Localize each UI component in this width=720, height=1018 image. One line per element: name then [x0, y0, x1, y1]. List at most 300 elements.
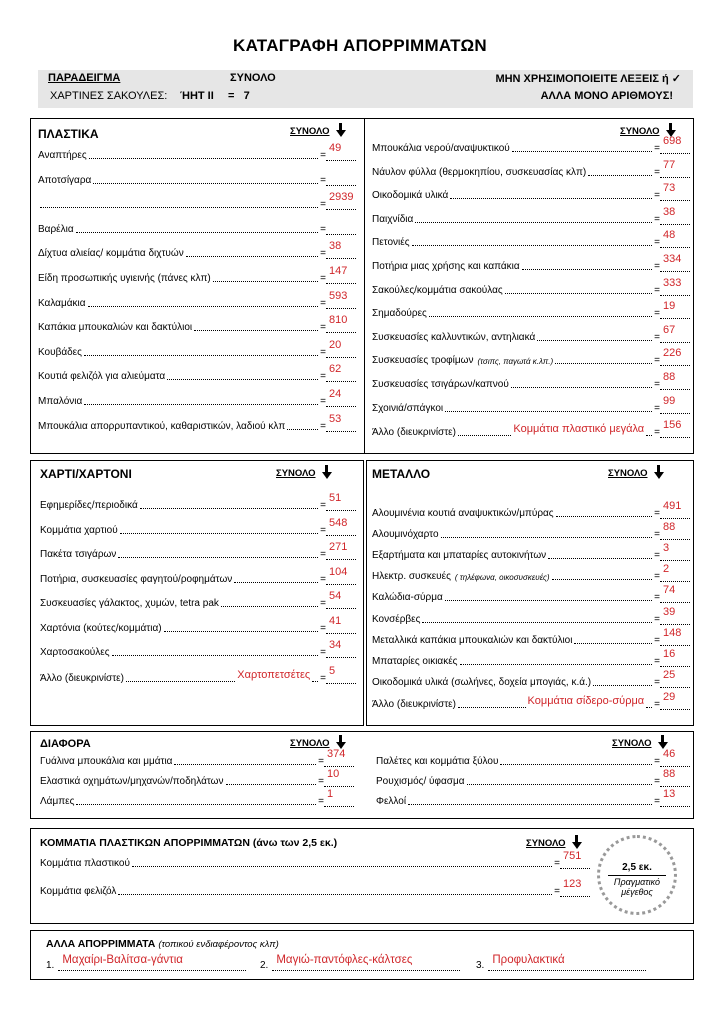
equals-sign: =	[654, 402, 660, 414]
total-value: 16	[663, 647, 676, 660]
equals-sign: =	[320, 672, 326, 684]
equals-sign: =	[654, 143, 660, 154]
total-field[interactable]	[660, 182, 690, 201]
item-row	[372, 605, 690, 625]
total-field[interactable]	[660, 371, 690, 390]
item-label: Ηλεκτρ. συσκευές	[372, 571, 451, 583]
equals-sign: =	[318, 796, 324, 807]
total-value: 13	[663, 788, 676, 800]
total-value: 123	[563, 878, 582, 890]
dotted-leader	[511, 387, 652, 388]
paper-header: ΧΑΡΤΙ/ΧΑΡΤΟΝΙ	[40, 467, 132, 481]
total-value: 1	[327, 788, 334, 800]
item-row	[40, 788, 354, 807]
item-row	[372, 276, 690, 296]
item-note: ( τηλέφωνα, οικοσυσκευές)	[454, 573, 550, 583]
item-label: Εξαρτήματα και μπαταρίες αυτοκινήτων	[372, 550, 547, 562]
dotted-leader	[467, 784, 653, 785]
total-field[interactable]	[560, 850, 590, 869]
dotted-leader	[226, 784, 317, 785]
other-item-row	[46, 954, 246, 971]
other-item-number: 2.	[260, 960, 269, 971]
metal-header: ΜΕΤΑΛΛΟ	[372, 467, 431, 481]
other-item-row	[260, 954, 460, 971]
total-field[interactable]	[326, 614, 356, 634]
item-label: Φελλοί	[376, 796, 407, 807]
item-row	[38, 289, 356, 309]
equals-sign: =	[318, 756, 324, 767]
item-row	[40, 878, 590, 897]
total-field[interactable]	[660, 205, 690, 225]
equals-sign: =	[654, 308, 660, 320]
total-value: 77	[663, 158, 676, 171]
item-row	[40, 614, 356, 634]
item-label: Πακέτα τσιγάρων	[40, 549, 117, 560]
equals-sign: =	[654, 756, 660, 767]
other-item-value: Προφυλακτικά	[492, 954, 565, 966]
equals-sign: =	[320, 573, 326, 585]
total-field[interactable]	[326, 142, 356, 161]
total-field[interactable]	[660, 276, 690, 296]
item-label: Ποτήρια, συσκευασίες φαγητού/ροφημάτων	[40, 573, 233, 585]
dotted-leader	[445, 600, 652, 601]
item-row	[376, 788, 690, 807]
equals-sign: =	[654, 166, 660, 178]
total-field[interactable]	[660, 229, 690, 248]
equals-sign: =	[320, 223, 326, 235]
total-field[interactable]	[326, 175, 356, 186]
total-label: ΣΥΝΟΛΟ	[612, 738, 652, 749]
item-row	[38, 314, 356, 334]
total-value: 548	[329, 516, 348, 529]
total-field[interactable]	[326, 639, 356, 658]
dotted-leader	[458, 435, 511, 436]
total-value: 698	[663, 135, 682, 147]
total-field[interactable]	[324, 748, 354, 767]
item-label: Σχοινιά/σπάγκοι	[372, 402, 444, 414]
other-item-number: 1.	[46, 960, 55, 971]
total-value: 88	[663, 521, 676, 534]
equals-sign: =	[654, 776, 660, 787]
item-row	[372, 323, 690, 343]
total-field[interactable]	[326, 265, 356, 284]
total-value: 48	[663, 229, 676, 242]
item-label: Οικοδομικά υλικά (σωλήνες, δοχεία μπογιάς, κ.ά.)	[372, 676, 592, 688]
item-label: Ποτήρια μιας χρήσης και καπάκια	[372, 261, 520, 272]
total-value: 2939	[329, 191, 354, 204]
total-field[interactable]	[326, 224, 356, 235]
item-label: Χαρτόνια (κούτες/κομμάτια)	[40, 622, 162, 634]
total-field[interactable]	[660, 605, 690, 625]
plastics-header: ΠΛΑΣΤΙΚΑ	[38, 127, 99, 141]
total-value: 334	[663, 253, 682, 265]
total-field[interactable]	[660, 521, 690, 540]
equals-sign: =	[554, 886, 560, 897]
item-row	[372, 668, 690, 688]
circle-size: 2,5 εκ.	[622, 862, 652, 873]
item-row	[38, 175, 356, 186]
total-field[interactable]	[660, 647, 690, 667]
item-row	[40, 748, 354, 767]
circle-caption-1: Πραγματικό	[613, 877, 661, 887]
total-value: 41	[329, 614, 342, 627]
item-row	[38, 363, 356, 383]
total-field[interactable]	[326, 240, 356, 259]
dotted-leader	[574, 643, 652, 644]
example-tally: ΉΗΤ ΙΙ	[180, 90, 214, 102]
other-specify-value[interactable]: Χαρτοπετσέτες	[237, 668, 311, 681]
total-field[interactable]	[660, 347, 690, 366]
total-field[interactable]	[326, 412, 356, 432]
equals-sign: =	[320, 396, 326, 407]
total-field[interactable]	[326, 664, 356, 684]
total-field[interactable]	[326, 289, 356, 309]
item-label: Παιχνίδια	[372, 213, 414, 225]
dotted-leader	[84, 404, 318, 405]
item-row	[372, 205, 690, 225]
equals-sign: =	[654, 508, 660, 519]
dotted-leader	[408, 804, 652, 805]
example-box	[38, 70, 693, 108]
total-value: 38	[663, 205, 676, 218]
total-field[interactable]	[660, 135, 690, 154]
warning-line-1: ΜΗΝ ΧΡΗΣΙΜΟΠΟΙΕΙΤΕ ΛΕΞΕΙΣ ή ✓	[495, 73, 681, 85]
item-row	[38, 224, 356, 235]
plastics-left-total-header	[290, 126, 346, 137]
total-field[interactable]	[660, 788, 690, 807]
item-row	[372, 584, 690, 604]
pieces-total-header	[526, 838, 582, 849]
item-row	[372, 563, 690, 583]
pieces-header: ΚΟΜΜΑΤΙΑ ΠΛΑΣΤΙΚΩΝ ΑΠΟΡΡΙΜΜΑΤΩΝ (άνω των 2,5 εκ.)	[40, 837, 338, 849]
total-value: 226	[663, 347, 682, 360]
equals-sign: =	[654, 592, 660, 604]
item-label: Μπουκάλια νερού/αναψυκτικού	[372, 143, 510, 154]
item-label: Πετονιές	[372, 237, 410, 249]
item-label: Μπαλόνια	[38, 396, 83, 407]
item-row	[372, 500, 690, 519]
other-item-row	[476, 954, 646, 971]
item-row	[372, 394, 690, 414]
equals-sign: =	[654, 796, 660, 807]
equals-sign: =	[654, 427, 660, 439]
total-value: 38	[329, 240, 342, 253]
item-row	[372, 647, 690, 667]
total-field[interactable]	[324, 788, 354, 807]
equals-sign: =	[654, 613, 660, 625]
item-row	[372, 253, 690, 272]
item-row	[372, 135, 690, 154]
item-label: Καπάκια μπουκαλιών και δακτύλιοι	[38, 322, 193, 334]
equals-sign: =	[320, 322, 326, 334]
total-field[interactable]	[660, 419, 690, 438]
item-row	[40, 850, 590, 869]
item-label: Εφημερίδες/περιοδικά	[40, 500, 138, 511]
item-label: Συσκευασίες καλλυντικών, αντηλιακά	[372, 331, 536, 343]
item-note: (τσιπς, παγωτά κ.λπ.)	[477, 357, 554, 367]
item-label: Οικοδομικά υλικά	[372, 190, 449, 202]
warning-line-2: ΑΛΛΑ ΜΟΝΟ ΑΡΙΘΜΟΥΣ!	[540, 90, 673, 102]
dotted-leader	[118, 557, 318, 558]
item-row	[372, 229, 690, 249]
item-label: Αλουμινόχαρτο	[372, 529, 439, 541]
item-row	[40, 664, 356, 684]
total-value: 10	[327, 768, 340, 780]
total-field[interactable]	[660, 323, 690, 343]
example-bags-label: ΧΑΡΤΙΝΕΣ ΣΑΚΟΥΛΕΣ:	[50, 90, 168, 102]
dotted-leader	[40, 207, 318, 208]
dotted-leader	[505, 293, 652, 294]
total-value: 67	[663, 323, 676, 336]
item-label: Καλώδια-σύρμα	[372, 592, 443, 604]
other-specify-value[interactable]: Κομμάτια σίδερο-σύρμα	[527, 694, 645, 707]
dotted-leader	[120, 533, 319, 534]
total-field[interactable]	[660, 563, 690, 582]
other-item-value: Μαχαίρι-Βαλίτσα-γάντια	[62, 954, 183, 966]
total-value: 46	[663, 748, 676, 760]
example-label: ΠΑΡΑΔΕΙΓΜΑ	[48, 72, 121, 84]
item-row	[40, 516, 356, 536]
item-row	[372, 371, 690, 390]
dotted-leader	[126, 681, 235, 682]
total-value: 751	[563, 850, 582, 862]
total-value: 104	[329, 565, 348, 578]
dotted-leader	[537, 340, 652, 341]
equals-sign: =	[654, 529, 660, 541]
equals-sign: =	[320, 199, 326, 211]
dotted-leader	[234, 582, 318, 583]
misc-header: ΔΙΑΦΟΡΑ	[40, 738, 91, 750]
total-value: 49	[329, 142, 342, 154]
item-label: Μπουκάλια απορρυπαντικού, καθαριστικών, λαδιού κλπ	[38, 420, 286, 432]
total-value: 5	[329, 664, 336, 677]
dotted-leader	[555, 363, 652, 364]
dotted-leader	[84, 355, 318, 356]
item-row	[372, 419, 690, 439]
item-label: Ρουχισμός/ ύφασμα	[376, 776, 465, 787]
item-label: Παλέτες και κομμάτια ξύλου	[376, 756, 499, 767]
equals-sign: =	[654, 676, 660, 688]
total-field[interactable]	[660, 500, 690, 519]
total-field[interactable]	[560, 878, 590, 897]
equals-sign: =	[320, 622, 326, 634]
total-field[interactable]	[326, 541, 356, 560]
total-field[interactable]	[326, 565, 356, 585]
dotted-leader	[552, 579, 653, 580]
item-row	[372, 347, 690, 367]
total-field[interactable]	[326, 314, 356, 333]
item-label: Κομμάτια φελιζόλ	[40, 886, 117, 897]
item-label: Γυάλινα μπουκάλια και μμάτια	[40, 756, 173, 767]
total-field[interactable]	[326, 388, 356, 407]
total-value: 25	[663, 668, 676, 681]
item-label: Χαρτοσακούλες	[40, 647, 110, 658]
total-field[interactable]	[326, 363, 356, 382]
item-label: Κομμάτια πλαστικού	[40, 858, 130, 869]
item-row	[40, 590, 356, 609]
total-value: 491	[663, 500, 682, 512]
total-field[interactable]	[660, 300, 690, 319]
total-field[interactable]	[660, 394, 690, 414]
item-row	[40, 492, 356, 511]
total-value: 62	[329, 363, 342, 376]
item-row	[372, 300, 690, 320]
item-row	[40, 565, 356, 585]
item-label: Σακούλες/κομμάτια σακούλας	[372, 284, 503, 296]
other-item-field[interactable]	[272, 954, 460, 971]
item-label: Δίχτυα αλιείας/ κομμάτια διχτυών	[38, 248, 184, 260]
item-label: Συσκευασίες γάλακτος, χυμών, tetra pak	[40, 598, 219, 609]
equals-sign: =	[654, 634, 660, 646]
total-value: 374	[327, 748, 346, 760]
total-value: 54	[329, 590, 342, 602]
dotted-leader	[118, 894, 552, 895]
other-specify-value[interactable]: Κομμάτια πλαστικό μεγάλα	[513, 423, 645, 436]
example-result: = 7	[228, 90, 250, 102]
total-field[interactable]	[326, 590, 356, 609]
total-label: ΣΥΝΟΛΟ	[608, 468, 648, 479]
dotted-leader	[132, 866, 552, 867]
total-field[interactable]	[326, 191, 356, 210]
equals-sign: =	[320, 420, 326, 432]
equals-sign: =	[320, 371, 326, 383]
item-row	[372, 521, 690, 541]
item-label: Άλλο (διευκρινίστε)	[372, 427, 456, 439]
dotted-leader	[221, 606, 318, 607]
total-label: ΣΥΝΟΛΟ	[526, 838, 566, 849]
total-value: 24	[329, 388, 342, 400]
page-title: ΚΑΤΑΓΡΑΦΗ ΑΠΟΡΡΙΜΜΑΤΩΝ	[233, 36, 487, 55]
item-label: Άλλο (διευκρινίστε)	[372, 698, 456, 710]
dotted-leader	[429, 316, 652, 317]
item-row	[372, 158, 690, 178]
misc-right-total-header	[612, 738, 668, 749]
total-field[interactable]	[660, 768, 690, 787]
dotted-leader	[88, 306, 319, 307]
equals-sign: =	[654, 550, 660, 562]
equals-sign: =	[320, 500, 326, 511]
total-field[interactable]	[324, 768, 354, 787]
other-item-value: Μαγιώ-παντόφλες-κάλτσες	[276, 954, 413, 966]
total-value: 19	[663, 300, 676, 313]
item-row	[38, 142, 356, 161]
dotted-leader	[412, 245, 653, 246]
item-label: Αποτσίγαρα	[38, 174, 92, 186]
dotted-leader	[458, 707, 526, 708]
equals-sign: =	[654, 213, 660, 225]
total-field[interactable]	[326, 492, 356, 511]
total-value: 74	[663, 584, 676, 597]
item-row	[40, 541, 356, 560]
total-field[interactable]	[660, 690, 690, 710]
equals-sign: =	[654, 355, 660, 367]
dotted-leader	[76, 804, 316, 805]
equals-sign: =	[654, 331, 660, 343]
item-label: Μεταλλικά καπάκια μπουκαλιών και δακτύλιοι	[372, 634, 573, 646]
total-value: 73	[663, 182, 676, 195]
item-row	[38, 338, 356, 358]
other-header-note: (τοπικού ενδιαφέροντος κλπ)	[158, 939, 279, 950]
total-value: 88	[663, 371, 676, 383]
dotted-leader	[646, 435, 652, 436]
total-field[interactable]	[660, 748, 690, 767]
total-value: 810	[329, 314, 348, 327]
total-field[interactable]	[326, 338, 356, 358]
total-value: 148	[663, 626, 682, 639]
other-item-field[interactable]	[58, 954, 246, 971]
total-field[interactable]	[326, 516, 356, 536]
dotted-leader	[194, 330, 318, 331]
item-label: Αναπτήρες	[38, 150, 87, 161]
item-row	[38, 265, 356, 284]
total-value: 51	[329, 492, 342, 504]
dotted-leader	[445, 411, 652, 412]
total-field[interactable]	[660, 626, 690, 646]
equals-sign: =	[320, 174, 326, 186]
item-row	[40, 639, 356, 658]
dotted-leader	[646, 707, 652, 708]
other-item-field[interactable]	[488, 954, 646, 971]
total-value: 333	[663, 276, 682, 289]
item-row	[376, 748, 690, 767]
total-value: 593	[329, 289, 348, 302]
equals-sign: =	[318, 776, 324, 787]
total-value: 29	[663, 690, 676, 703]
total-value: 3	[663, 542, 670, 555]
dotted-leader	[450, 198, 652, 199]
dotted-leader	[441, 537, 653, 538]
item-label: Βαρέλια	[38, 223, 74, 235]
equals-sign: =	[320, 248, 326, 260]
arrow-down-icon	[572, 842, 582, 849]
item-label: Άλλο (διευκρινίστε)	[40, 672, 124, 684]
item-label: Κουτιά φελιζόλ για αλιεύματα	[38, 371, 166, 383]
item-label: Συσκευασίες τροφίμων	[372, 355, 474, 367]
total-field[interactable]	[660, 542, 690, 561]
total-value: 53	[329, 412, 342, 425]
dotted-leader	[93, 183, 318, 184]
dotted-leader	[548, 558, 652, 559]
item-label: Είδη προσωπικής υγιεινής (πάνες κλπ)	[38, 273, 211, 284]
total-label: ΣΥΝΟΛΟ	[276, 468, 316, 479]
total-field[interactable]	[660, 584, 690, 603]
item-row	[372, 626, 690, 646]
example-total-label: ΣΥΝΟΛΟ	[230, 72, 276, 84]
equals-sign: =	[654, 237, 660, 249]
equals-sign: =	[320, 549, 326, 560]
total-label: ΣΥΝΟΛΟ	[290, 126, 330, 137]
total-value: 20	[329, 338, 342, 351]
dotted-leader	[415, 222, 652, 223]
other-header: ΑΛΛΑ ΑΠΟΡΡΙΜΜΑΤΑ	[46, 938, 156, 950]
equals-sign: =	[554, 858, 560, 869]
total-field[interactable]	[660, 158, 690, 178]
dotted-leader	[593, 685, 652, 686]
item-label: Λάμπες	[40, 796, 75, 807]
metal-total-header	[608, 468, 664, 479]
other-header-row	[46, 938, 279, 950]
total-field[interactable]	[660, 668, 690, 688]
total-field[interactable]	[660, 253, 690, 272]
equals-sign: =	[320, 150, 326, 161]
total-value: 156	[663, 419, 682, 432]
dotted-leader	[588, 175, 652, 176]
equals-sign: =	[320, 297, 326, 309]
dotted-leader	[186, 256, 318, 257]
dotted-leader	[140, 508, 318, 509]
equals-sign: =	[320, 524, 326, 536]
dotted-leader	[76, 232, 319, 233]
